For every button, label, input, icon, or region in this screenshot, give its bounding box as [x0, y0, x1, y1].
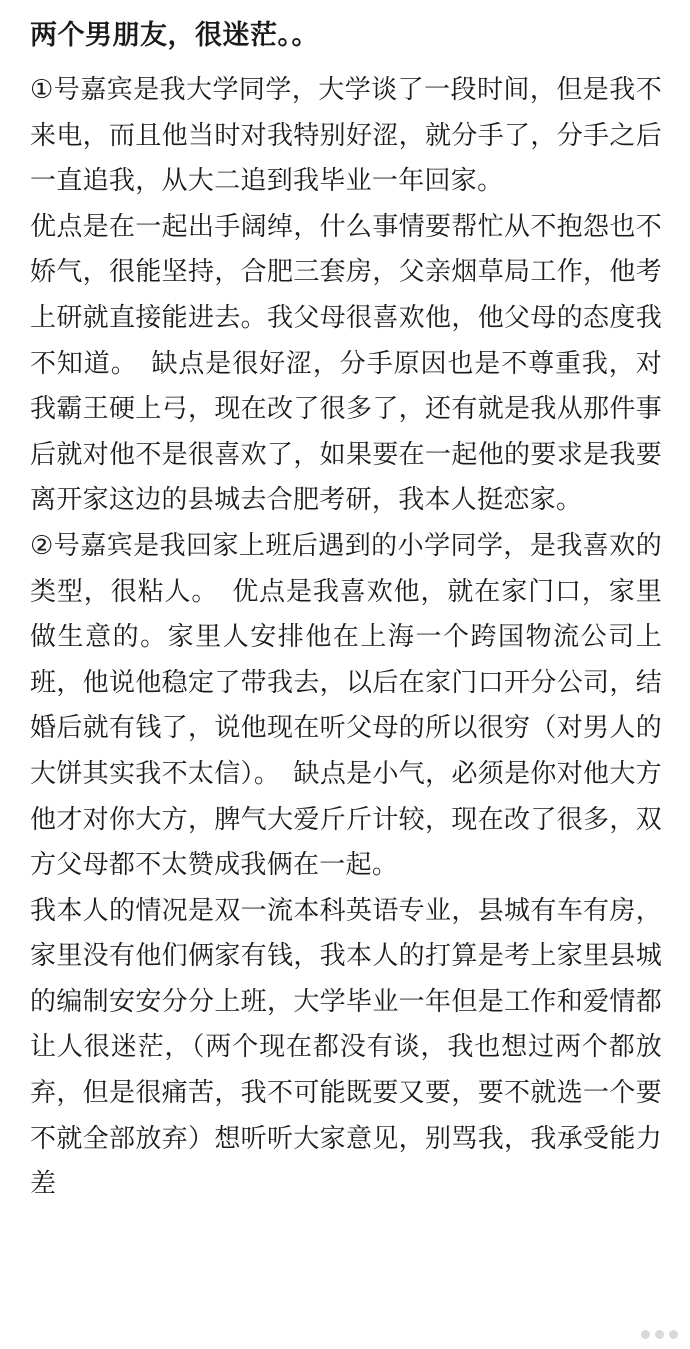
post: [30, 14, 662, 1208]
post-title: 两个男朋友，很迷茫。。: [30, 20, 319, 51]
post-paragraph-2: 优点是在一起出手阔绰，什么事情要帮忙从不抱怨也不娇气，很能坚持，合肥三套房，父亲烟草局工作，他考上研就直接能进去。我父母很喜欢他，他父母的态度我不知道。 缺点是很好涩，分手原因也是不尊重我，对我霸王硬上弓，现在改了很多了，还有就是我从那件事后就对他不是很喜欢了，如果要在一起他的要求是我要离开家这边的县城去合肥考研，我本人挺恋家。: [30, 211, 662, 516]
post-paragraph-4: 我本人的情况是双一流本科英语专业，县城有车有房，家里没有他们俩家有钱，我本人的打算是考上家里县城的编制安安分分上班，大学毕业一年但是工作和爱情都让人很迷茫，（两个现在都没有谈，我也想过两个都放弃，但是很痛苦，我不可能既要又要，要不就选一个要不就全部放弃）想听听大家意见，别骂我，我承受能力差: [30, 895, 662, 1200]
dot-icon: [655, 1330, 664, 1339]
three-dots-icon: [641, 1330, 678, 1339]
dot-icon: [641, 1330, 650, 1339]
post-paragraph-1: ①号嘉宾是我大学同学，大学谈了一段时间，但是我不来电，而且他当时对我特别好涩，就分手了，分手之后一直追我，从大二追到我毕业一年回家。: [30, 75, 662, 197]
post-paragraph-3: ②号嘉宾是我回家上班后遇到的小学同学，是我喜欢的类型，很粘人。 优点是我喜欢他，就在家门口，家里做生意的。家里人安排他在上海一个跨国物流公司上班，他说他稳定了带我去，以后在家门口开分公司，结婚后就有钱了，说他现在听父母的所以很穷（对男人的大饼其实我不太信）。 缺点是小气，必须是你对他大方他才对你大方，脾气大爱斤斤计较，现在改了很多，双方父母都不太赞成我俩在一起。: [30, 530, 662, 881]
dot-icon: [669, 1330, 678, 1339]
post-body: [30, 68, 662, 1208]
